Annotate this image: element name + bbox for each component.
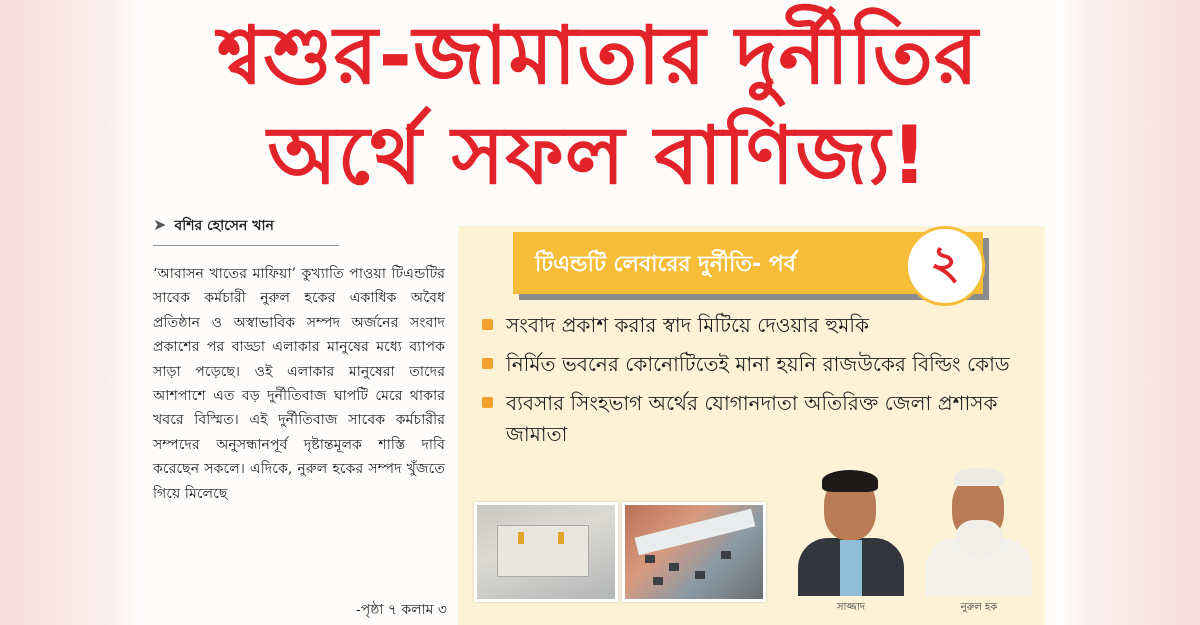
part-number-badge: ২: [905, 226, 985, 306]
photo-caption: নুরুল হক: [960, 602, 998, 613]
headline: [137, 6, 1059, 206]
series-banner: [513, 232, 983, 294]
bullet-icon: [482, 358, 493, 369]
highlight-box: [458, 226, 1045, 625]
arrow-icon: ➤: [153, 215, 167, 234]
list-item: [468, 310, 1028, 341]
bullet-icon: [482, 397, 493, 408]
bullet-text: ব্যবসার সিংহভাগ অর্থের যোগানদাতা অতিরিক্ত জেলা প্রশাসক জামাতা: [506, 391, 998, 446]
portrait-nurul-haque: [920, 464, 1038, 596]
bullet-list: [468, 310, 1028, 458]
bullet-text: সংবাদ প্রকাশ করার স্বাদ মিটিয়ে দেওয়ার হুমকি: [506, 313, 870, 337]
continued-reference: -পৃষ্ঠা ৭ কলাম ৩: [355, 602, 447, 618]
bullet-text: নির্মিত ভবনের কোনোটিতেই মানা হয়নি রাজউকের বিল্ডিং কোড: [506, 352, 1010, 376]
newspaper-page: [137, 0, 1059, 625]
headline-line-1: শ্বশুর-জামাতার দুর্নীতির: [217, 9, 979, 102]
bullet-icon: [482, 319, 493, 330]
list-item: [468, 349, 1028, 380]
article-body: ‘আবাসন খাতের মাফিয়া’ কুখ্যাতি পাওয়া টিএন্ডটির সাবেক কর্মচারী নুরুল হকের একাধিক অবৈধ প্রতিষ্ঠান ও অস্বাভাবিক সম্পদ অর্জনের সংবাদ প্রকাশের পর বাড্ডা এলাকার মানুষের মধ্যে ব্যাপক সাড়া পড়েছে। ওই এলাকার মানুষেরা তাদের আশপাশে এত বড় দুর্নীতিবাজ ঘাপটি মেরে থাকার খবরে বিস্মিত। এই দুর্নীতিবাজ সাবেক কর্মচারীর সম্পদের অনুসন্ধানপূর্ব দৃষ্টান্তমূলক শাস্তি দাবি করেছেন সকলে। এদিকে, নুরুল হকের সম্পদ খুঁজতে গিয়ে মিলেছে: [153, 266, 445, 502]
building-photo: [622, 502, 766, 602]
banner-text: টিএন্ডটি লেবারের দুর্নীতি- পর্ব: [535, 252, 796, 277]
byline: [153, 214, 339, 246]
author-name: বশির হোসেন খান: [174, 218, 274, 234]
list-item: [468, 388, 1028, 450]
headline-line-2: অর্থে সফল বাণিজ্য!: [267, 109, 929, 202]
building-plaque-photo: [474, 502, 618, 602]
photo-caption: সাজ্জাদ: [836, 602, 866, 613]
portrait-sajjad: [792, 464, 910, 596]
